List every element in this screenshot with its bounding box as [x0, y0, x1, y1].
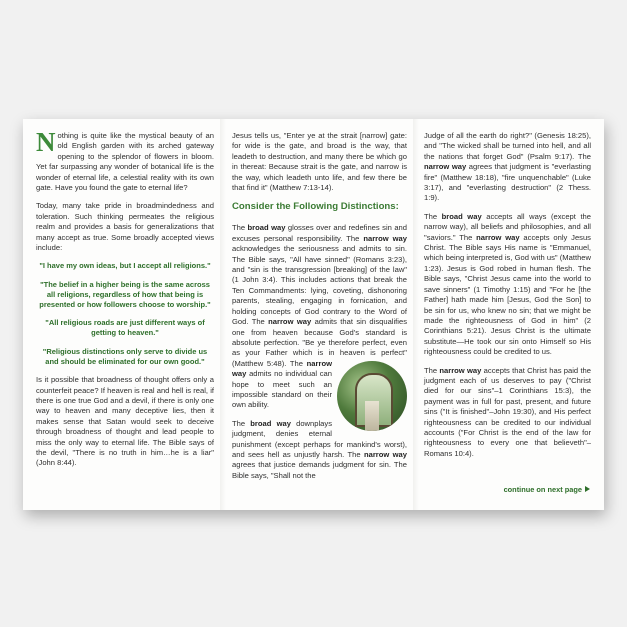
paragraph: The broad way downplays judgment, denies eternal punishment (except perhaps for mankind's worst), and sees hell as unjustly harsh. The narrow way agrees that justice demands judgment for sin. The Bible says, "Shall not the	[232, 418, 407, 480]
column-1	[36, 127, 214, 477]
paragraph: Is it possible that broadness of thought offers only a counterfeit peace? If heaven is real and hell is real, if there is one true God and a devil, if there is only one way to heaven and many deceptive lies, then it makes sense that Satan would seek to deceive through broadness of thought and lead people to miss the only way to eternal life. The Bible says of the devil, "There is no truth in him…he is a liar" (John 8:44).	[36, 375, 214, 468]
quote: "Religious distinctions only serve to divide us and should be eliminated for our own good."	[42, 346, 208, 366]
paragraph: The broad way glosses over and redefines sin and excuses personal responsibility. The narrow way acknowledges the seriousness and admits to sin. The Bible says, "All have sinned" (Romans 3:23), and "sin is the transgression [breaking] of the law" (1 John 3:4). This includes actions that break the Ten Commandments: lying, coveting, dishonoring parents, stealing, engaging in fornication, and holding concepts of God contrary to the Word of God. The narrow way admits that sin disqualifies one from heaven because God's standard is absolute perfection. "Be ye therefore perfect, even as your Father which is in heaven is perfect" (Matthew 5:48). The narrow way admits no individual can hope to meet such an impossible standard on their own ability.	[232, 223, 407, 410]
quote: "All religious roads are just different ways of getting to heaven."	[45, 318, 205, 338]
intro-paragraph: Nothing is quite like the mystical beauty of an old English garden with its arched gateway opening to the splendor of flowers in bloom. Yet far surpassing any wonder of botanical life is the wonder of eternal life, a celestial reality with its own gate. Have you found the gate to eternal life?	[36, 127, 214, 193]
paragraph: Today, many take pride in broadmindedness and toleration. Such thinking permeates the religious realm and provides a basis for generalizations that many accept as true. Some broadly accepted views include:	[36, 201, 214, 253]
fold-line	[413, 119, 423, 510]
paragraph: Judge of all the earth do right?" (Genesis 18:25), and "The wicked shall be turned into hell, and all the nations that forget God" (Psalm 9:17). The narrow way agrees that judgment is "everlasting fire" (Matthew 18:18), "fire unquenchable" (Luke 3:17), and "everlasting destruction" (2 Thess. 1:9).	[424, 131, 592, 203]
garden-gate-photo	[337, 361, 407, 431]
continue-link[interactable]: continue on next page	[504, 485, 590, 494]
paragraph: The broad way accepts all ways (except the narrow way), all beliefs and philosophies, and all "saviors." The narrow way accepts only Jesus Christ. The Bible says His name is "Emmanuel, which being interpreted is, God with us" (Matthew 1:23). Jesus is God robed in human flesh. The Bible says, "Christ Jesus came into the world to save sinners" (1 Timothy 1:15) and "For he [the Father] hath made him [Jesus, God the Son] to be sin for us, who knew no sin; that we might be made the righteousness of God in him" (2 Corinthians 5:21). Jesus Christ is the ultimate substitute—He took our sin onto Himself so His righteousness could be credited to us.	[424, 211, 592, 357]
column-3	[424, 131, 591, 467]
brochure-page	[23, 119, 604, 510]
section-heading: Consider the Following Distinctions:	[232, 201, 399, 213]
arrow-right-icon	[585, 486, 590, 492]
paragraph: The narrow way accepts that Christ has paid the judgment each of us deserves to pay ("Christ died for our sins"–1 Corinthians 15:3), the payment was in full for past, present, and future sins ("It is finished"–John 19:30), and His perfect righteousness can be credited to our individual accounts ("For Christ is the end of the law for righteousness to every one that believeth"–Romans 10:4).	[424, 365, 592, 458]
column-2	[232, 131, 407, 489]
drop-cap: N	[36, 127, 56, 157]
paragraph: Jesus tells us, "Enter ye at the strait [narrow] gate: for wide is the gate, and broad is the way, that leadeth to destruction, and many there be which go in thereat: Because strait is the gate, and narrow is the way, which leadeth unto life, and few there be that find it" (Matthew 7:13-14).	[232, 131, 407, 193]
quote: "The belief in a higher being is the same across all religions, regardless of how that being is presented or how followers choose to worship."	[39, 279, 211, 310]
fold-line	[220, 119, 230, 510]
quote: "I have my own ideas, but I accept all religions."	[39, 261, 211, 271]
